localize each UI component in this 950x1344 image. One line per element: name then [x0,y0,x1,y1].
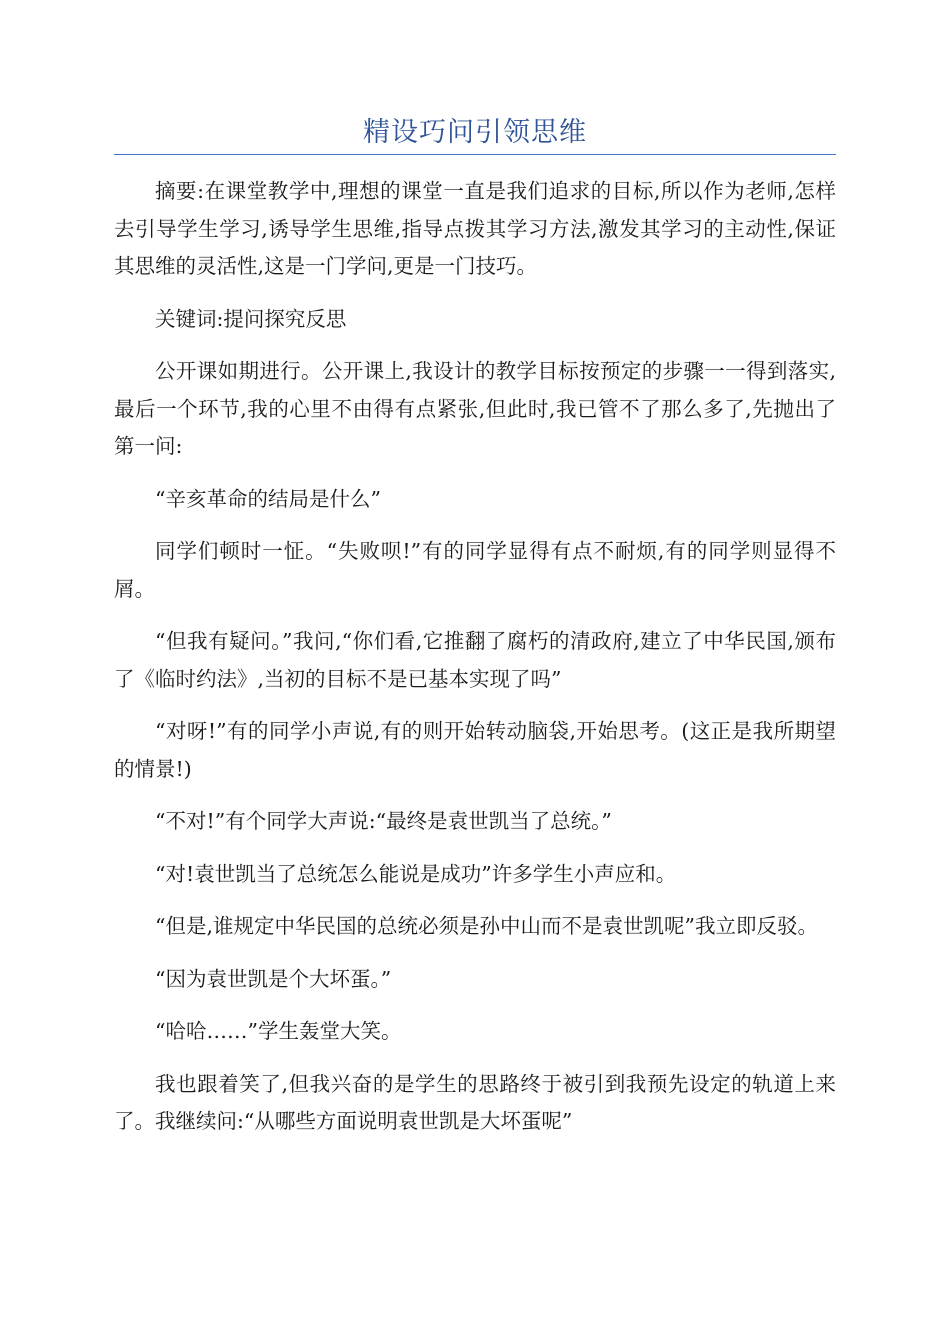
paragraph: 公开课如期进行。公开课上,我设计的教学目标按预定的步骤一一得到落实,最后一个环节,我的心里不由得有点紧张,但此时,我已管不了那么多了,先抛出了第一问: [114,359,836,458]
abstract-paragraph: 摘要:在课堂教学中,理想的课堂一直是我们追求的目标,所以作为老师,怎样去引导学生学习,诱导学生思维,指导点拨其学习方法,激发其学习的主动性,保证其思维的灵活性,这是一门学问,更是一门技巧。 [114,179,836,278]
paragraph: “但我有疑问。”我问,“你们看,它推翻了腐朽的清政府,建立了中华民国,颁布了《临时约法》,当初的目标不是已基本实现了吗” [114,629,836,691]
paragraph: “不对!”有个同学大声说:“最终是袁世凯当了总统。” [155,809,612,833]
document-body [114,173,836,1156]
paragraph: 我也跟着笑了,但我兴奋的是学生的思路终于被引到我预先设定的轨道上来了。我继续问:“从哪些方面说明袁世凯是大坏蛋呢” [114,1071,836,1133]
paragraph: 同学们顿时一怔。“失败呗!”有的同学显得有点不耐烦,有的同学则显得不屑。 [114,539,836,601]
keywords-paragraph: 关键词:提问探究反思 [155,306,347,331]
paragraph: “因为袁世凯是个大坏蛋。” [155,966,392,991]
paragraph: “对!袁世凯当了总统怎么能说是成功”许多学生小声应和。 [155,861,677,886]
title-underline [114,154,836,155]
paragraph: “哈哈……”学生轰堂大笑。 [155,1019,402,1043]
document-title: 精设巧问引领思维 [363,117,587,148]
paragraph: “辛亥革命的结局是什么” [155,486,381,511]
paragraph: “对呀!”有的同学小声说,有的则开始转动脑袋,开始思考。(这正是我所期望的情景!) [114,719,836,781]
paragraph: “但是,谁规定中华民国的总统必须是孙中山而不是袁世凯呢”我立即反驳。 [155,914,818,938]
